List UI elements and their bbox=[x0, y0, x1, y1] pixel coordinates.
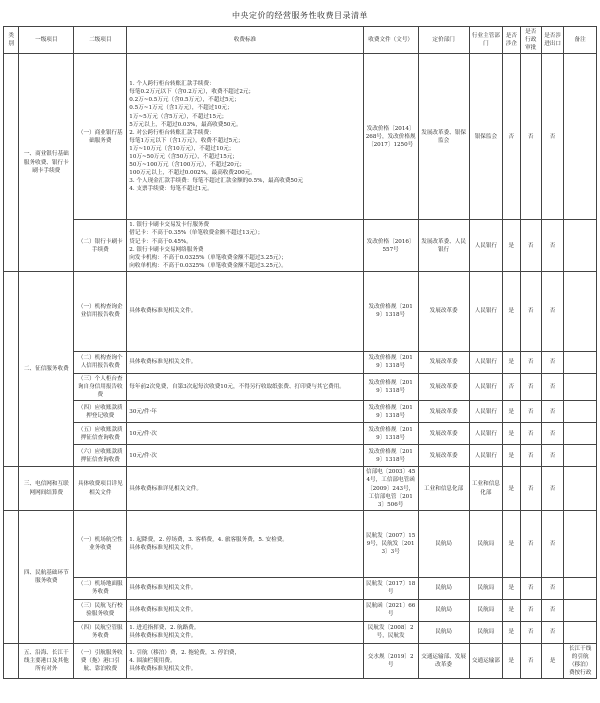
sub-item-cell: （二）机场地面服务收费 bbox=[74, 577, 127, 599]
is-import-export-cell: 否 bbox=[541, 467, 563, 511]
is-approval-cell: 否 bbox=[520, 423, 541, 445]
is-enterprise-cell: 否 bbox=[503, 54, 520, 220]
sub-item-cell: 具体收费项目详见相关文件 bbox=[74, 467, 127, 511]
is-approval-cell: 否 bbox=[520, 643, 541, 678]
is-approval-cell: 否 bbox=[520, 271, 541, 351]
is-approval-cell: 否 bbox=[520, 621, 541, 643]
standard-line: 4. 支票手续费：每笔不超过1元。 bbox=[129, 186, 213, 193]
standard-line: 1. 进近指挥费，2. 航路费。 bbox=[129, 625, 200, 632]
table-row bbox=[4, 577, 597, 599]
industry-dept-cell: 工业和信息化部 bbox=[469, 467, 503, 511]
note-cell bbox=[564, 577, 597, 599]
table-row bbox=[4, 445, 597, 467]
is-import-export-cell: 否 bbox=[541, 271, 563, 351]
sub-item-cell: （二）机构查询个人信用报告收费 bbox=[74, 351, 127, 373]
standard-line: 10万~50万元（含50万元），不超过15元； bbox=[129, 154, 238, 161]
is-approval-cell: 否 bbox=[520, 54, 541, 220]
standard-line: 具体收费标准见相关文件。 bbox=[129, 633, 197, 640]
sub-item-cell: （二）银行卡刷卡手续费 bbox=[74, 220, 127, 272]
table-row bbox=[4, 373, 597, 400]
is-approval-cell: 否 bbox=[520, 445, 541, 467]
is-import-export-cell: 是 bbox=[541, 643, 563, 678]
standard-cell bbox=[127, 54, 363, 220]
sub-item-cell: （三）民航飞行校验服务收费 bbox=[74, 599, 127, 621]
standard-line: 2. 对公跨行柜台转账汇款手续费： bbox=[129, 129, 215, 136]
note-cell bbox=[564, 621, 597, 643]
table-row bbox=[4, 351, 597, 373]
is-enterprise-cell: 是 bbox=[503, 577, 520, 599]
is-enterprise-cell: 是 bbox=[503, 401, 520, 423]
industry-dept-cell: 民航局 bbox=[469, 510, 503, 577]
standard-line: 10元/件·次 bbox=[129, 452, 157, 459]
is-approval-cell: 否 bbox=[520, 351, 541, 373]
note-cell bbox=[564, 445, 597, 467]
document-number-cell: 民航发〔2008〕2号，民航发 bbox=[363, 621, 418, 643]
is-import-export-cell: 否 bbox=[541, 401, 563, 423]
is-enterprise-cell: 是 bbox=[503, 351, 520, 373]
pricing-dept-cell: 民航局 bbox=[418, 510, 469, 577]
is-import-export-cell: 否 bbox=[541, 220, 563, 272]
standard-line: 向发卡机构：不高于0.0325%（单笔收费金额不超过3.25元）； bbox=[129, 254, 287, 261]
sub-item-cell: （一）机构查询企业信用报告收费 bbox=[74, 271, 127, 351]
standard-cell bbox=[127, 467, 363, 511]
document-number-cell: 民航函〔2021〕66号 bbox=[363, 599, 418, 621]
industry-dept-cell: 银保监会 bbox=[469, 54, 503, 220]
table-row bbox=[4, 401, 597, 423]
table-row bbox=[4, 54, 597, 220]
standard-line: 2. 银行卡刷卡交易网络服务费 bbox=[129, 246, 204, 253]
standard-cell bbox=[127, 510, 363, 577]
is-import-export-cell: 否 bbox=[541, 599, 563, 621]
industry-dept-cell: 民航局 bbox=[469, 599, 503, 621]
industry-dept-cell: 人民银行 bbox=[469, 271, 503, 351]
industry-dept-cell: 人民银行 bbox=[469, 445, 503, 467]
standard-line: 具体收费标准见相关文件。 bbox=[129, 359, 197, 366]
is-enterprise-cell: 是 bbox=[503, 271, 520, 351]
table-row bbox=[4, 599, 597, 621]
is-import-export-cell: 否 bbox=[541, 445, 563, 467]
standard-cell bbox=[127, 373, 363, 400]
is-import-export-cell: 否 bbox=[541, 621, 563, 643]
standard-line: 100万元以上，不超过0.002%，最高收费200元。 bbox=[129, 170, 256, 177]
pricing-dept-cell: 民航局 bbox=[418, 577, 469, 599]
column-header: 类别 bbox=[4, 27, 19, 54]
standard-cell bbox=[127, 445, 363, 467]
table-row bbox=[4, 621, 597, 643]
document-number-cell: 发改价格〔2016〕557号 bbox=[363, 220, 418, 272]
note-cell: 长江干线的引航（移泊）费按行政 bbox=[564, 643, 597, 678]
table-row bbox=[4, 271, 597, 351]
industry-dept-cell: 人民银行 bbox=[469, 373, 503, 400]
is-approval-cell: 否 bbox=[520, 599, 541, 621]
standard-line: 每笔0.2万元以下（含0.2万元），收费不超过2元； bbox=[129, 89, 255, 96]
note-cell bbox=[564, 271, 597, 351]
standard-line: 1万~5万元（含5万元），不超过15元； bbox=[129, 113, 228, 120]
standard-line: 1. 个人跨行柜台转账汇款手续费： bbox=[129, 81, 215, 88]
note-cell bbox=[564, 54, 597, 220]
note-cell bbox=[564, 467, 597, 511]
document-number-cell: 民航发〔2017〕18号 bbox=[363, 577, 418, 599]
standard-cell bbox=[127, 401, 363, 423]
column-header: 备注 bbox=[564, 27, 597, 54]
standard-line: 贷记卡：不高于0.45%。 bbox=[129, 238, 192, 245]
note-cell bbox=[564, 351, 597, 373]
standard-line: 具体收费标准见相关文件。 bbox=[129, 607, 197, 614]
document-number-cell: 信部电〔2003〕454号，工信部电管函〔2009〕243号，工信部电管〔2013〕506号 bbox=[363, 467, 418, 511]
is-enterprise-cell: 是 bbox=[503, 621, 520, 643]
sub-item-cell: （五）应收账款质押征信查询收费 bbox=[74, 423, 127, 445]
standard-line: 具体收费标准见相关文件。 bbox=[129, 666, 197, 673]
table-row bbox=[4, 510, 597, 577]
note-cell bbox=[564, 510, 597, 577]
pricing-dept-cell: 发展改革委、人民银行 bbox=[418, 220, 469, 272]
standard-line: 1. 起降费，2. 停场费，3. 客桥费，4. 旅客服务费，5. 安检费。 bbox=[129, 536, 288, 543]
is-import-export-cell: 否 bbox=[541, 351, 563, 373]
is-enterprise-cell: 是 bbox=[503, 423, 520, 445]
standard-line: 30元/件·年 bbox=[129, 408, 157, 415]
document-number-cell: 民航发〔2007〕159号，民航发〔2013〕3号 bbox=[363, 510, 418, 577]
industry-dept-cell: 人民银行 bbox=[469, 351, 503, 373]
document-number-cell: 交水规〔2019〕2号 bbox=[363, 643, 418, 678]
pricing-dept-cell: 交通运输部、发展改革委 bbox=[418, 643, 469, 678]
pricing-dept-cell: 发展改革委 bbox=[418, 351, 469, 373]
category-cell: 四、民航基础环节服务收费 bbox=[19, 510, 74, 643]
column-header: 定价部门 bbox=[418, 27, 469, 54]
sub-item-cell: （一）机场航空性业务收费 bbox=[74, 510, 127, 577]
standard-cell bbox=[127, 220, 363, 272]
industry-dept-cell: 人民银行 bbox=[469, 220, 503, 272]
standard-cell bbox=[127, 423, 363, 445]
document-number-cell: 发改价格〔2014〕268号，发改价格规〔2017〕1250号 bbox=[363, 54, 418, 220]
fee-catalog-table bbox=[3, 26, 597, 679]
standard-line: 10元/件·次 bbox=[129, 430, 157, 437]
standard-line: 具体收费标准详见相关文件。 bbox=[129, 485, 202, 492]
is-enterprise-cell: 是 bbox=[503, 643, 520, 678]
pricing-dept-cell: 发展改革委 bbox=[418, 373, 469, 400]
is-import-export-cell: 否 bbox=[541, 577, 563, 599]
is-approval-cell: 否 bbox=[520, 510, 541, 577]
standard-cell bbox=[127, 271, 363, 351]
category-type-cell bbox=[4, 510, 19, 643]
is-approval-cell: 否 bbox=[520, 401, 541, 423]
note-cell bbox=[564, 401, 597, 423]
is-enterprise-cell: 是 bbox=[503, 467, 520, 511]
pricing-dept-cell: 工业和信息化部 bbox=[418, 467, 469, 511]
is-import-export-cell: 否 bbox=[541, 423, 563, 445]
column-header: 是否涉企 bbox=[503, 27, 520, 54]
category-cell: 二、征信服务收费 bbox=[19, 271, 74, 466]
is-approval-cell: 否 bbox=[520, 467, 541, 511]
standard-line: 1. 银行卡刷卡交易发卡行服务费 bbox=[129, 222, 210, 229]
note-cell bbox=[564, 220, 597, 272]
sub-item-cell: （一）商业银行基础服务费 bbox=[74, 54, 127, 220]
is-approval-cell: 否 bbox=[520, 373, 541, 400]
category-type-cell bbox=[4, 643, 19, 678]
document-number-cell: 发改价格规〔2019〕1318号 bbox=[363, 423, 418, 445]
document-number-cell: 发改价格规〔2019〕1318号 bbox=[363, 401, 418, 423]
pricing-dept-cell: 发展改革委 bbox=[418, 423, 469, 445]
standard-cell bbox=[127, 351, 363, 373]
standard-line: 0.2万~0.5万元（含0.5万元），不超过5元； bbox=[129, 97, 240, 104]
document-title: 中央定价的经营服务性收费目录清单 bbox=[232, 11, 368, 20]
standard-line: 3. 个人现金汇款手续费：每笔不超过汇款金额的0.5%，最高收费50元 bbox=[129, 178, 304, 185]
sub-item-cell: （四）民航空管服务收费 bbox=[74, 621, 127, 643]
is-import-export-cell: 否 bbox=[541, 510, 563, 577]
standard-line: 具体收费标准见相关文件。 bbox=[129, 308, 197, 315]
standard-line: 每年前2次免费，自第3次起每次收费10元，不得另行收取纸张费、打印费与其它费用。 bbox=[129, 384, 345, 391]
column-header: 二级项目 bbox=[74, 27, 127, 54]
pricing-dept-cell: 民航局 bbox=[418, 621, 469, 643]
column-header: 收费标准 bbox=[127, 27, 363, 54]
standard-line: 5万元以上，不超过0.03%，最高收费50元。 bbox=[129, 121, 242, 128]
table-row bbox=[4, 643, 597, 678]
category-cell: 五、沿海、长江干线主要港口及其他所有对外 bbox=[19, 643, 74, 678]
pricing-dept-cell: 发展改革委 bbox=[418, 271, 469, 351]
is-enterprise-cell: 否 bbox=[503, 373, 520, 400]
standard-line: 0.5万~1万元（含1万元），不超过10元； bbox=[129, 105, 233, 112]
standard-line: 借记卡：不高于0.35%（单笔收费金额不超过13元）； bbox=[129, 230, 264, 237]
standard-line: 具体收费标准见相关文件。 bbox=[129, 585, 197, 592]
table-row bbox=[4, 423, 597, 445]
column-header: 是否行政审批 bbox=[520, 27, 541, 54]
sub-item-cell: （三）个人柜台查询自身信用报告收费 bbox=[74, 373, 127, 400]
pricing-dept-cell: 民航局 bbox=[418, 599, 469, 621]
category-cell: 一、商业银行基础服务收费、银行卡刷卡手续费 bbox=[19, 54, 74, 272]
is-enterprise-cell: 是 bbox=[503, 599, 520, 621]
industry-dept-cell: 人民银行 bbox=[469, 401, 503, 423]
is-enterprise-cell: 是 bbox=[503, 445, 520, 467]
sub-item-cell: （一）引航服务收费（拖）港口引航、靠泊收费 bbox=[74, 643, 127, 678]
standard-line: 1万~10万元（含10万元），不超过10元； bbox=[129, 145, 235, 152]
table-header bbox=[4, 27, 597, 54]
column-header: 收费文件（文号） bbox=[363, 27, 418, 54]
standard-cell bbox=[127, 577, 363, 599]
standard-cell bbox=[127, 621, 363, 643]
table-row bbox=[4, 467, 597, 511]
standard-cell bbox=[127, 599, 363, 621]
standard-line: 4. 围油栏使用费。 bbox=[129, 658, 176, 665]
header-row bbox=[4, 27, 597, 54]
standard-line: 1. 引航（移泊）费，2. 拖轮费，3. 停泊费， bbox=[129, 649, 241, 656]
column-header: 行业主管部门 bbox=[469, 27, 503, 54]
column-header: 一级项目 bbox=[19, 27, 74, 54]
is-approval-cell: 否 bbox=[520, 220, 541, 272]
is-enterprise-cell: 是 bbox=[503, 510, 520, 577]
standard-line: 向收单机构：不高于0.0325%（单笔收费金额不超过3.25元）。 bbox=[129, 262, 287, 269]
is-import-export-cell: 否 bbox=[541, 373, 563, 400]
category-cell: 三、电信网和互联网网间结算费 bbox=[19, 467, 74, 511]
category-type-cell bbox=[4, 467, 19, 511]
industry-dept-cell: 人民银行 bbox=[469, 423, 503, 445]
document-number-cell: 发改价格规〔2019〕1318号 bbox=[363, 271, 418, 351]
note-cell bbox=[564, 599, 597, 621]
industry-dept-cell: 民航局 bbox=[469, 621, 503, 643]
document-number-cell: 发改价格规〔2019〕1318号 bbox=[363, 351, 418, 373]
industry-dept-cell: 民航局 bbox=[469, 577, 503, 599]
pricing-dept-cell: 发展改革委 bbox=[418, 401, 469, 423]
document-number-cell: 发改价格规〔2019〕1318号 bbox=[363, 373, 418, 400]
category-type-cell bbox=[4, 54, 19, 272]
standard-cell bbox=[127, 643, 363, 678]
standard-line: 每笔1万元以下（含1万元），收费不超过5元； bbox=[129, 137, 244, 144]
standard-line: 具体收费标准见相关文件。 bbox=[129, 544, 197, 551]
is-import-export-cell: 否 bbox=[541, 54, 563, 220]
document-number-cell: 发改价格规〔2019〕1318号 bbox=[363, 445, 418, 467]
pricing-dept-cell: 发展改革委、银保监会 bbox=[418, 54, 469, 220]
standard-line: 50万~100万元（含100万元），不超过20元； bbox=[129, 162, 246, 169]
table-body bbox=[4, 54, 597, 679]
is-approval-cell: 否 bbox=[520, 577, 541, 599]
pricing-dept-cell: 发展改革委 bbox=[418, 445, 469, 467]
industry-dept-cell: 交通运输部 bbox=[469, 643, 503, 678]
note-cell bbox=[564, 423, 597, 445]
category-type-cell bbox=[4, 271, 19, 466]
is-enterprise-cell: 是 bbox=[503, 220, 520, 272]
table-row bbox=[4, 220, 597, 272]
sub-item-cell: （四）应收账款质押登记收费 bbox=[74, 401, 127, 423]
sub-item-cell: （六）应收账款质押征信查询收费 bbox=[74, 445, 127, 467]
note-cell bbox=[564, 373, 597, 400]
column-header: 是否涉进出口 bbox=[541, 27, 563, 54]
